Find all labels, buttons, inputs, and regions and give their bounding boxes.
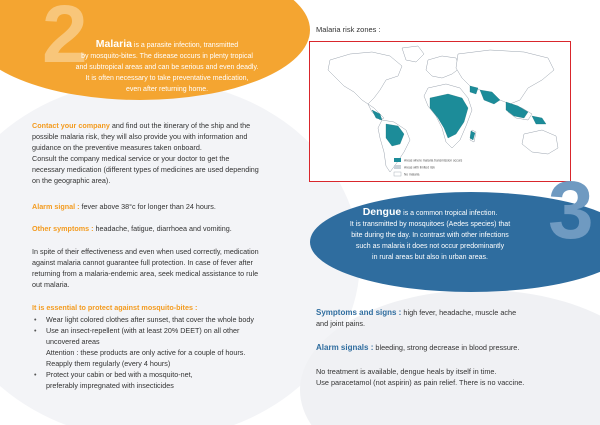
map-legend xyxy=(394,158,463,177)
dengue-alarm-label: Alarm signals : xyxy=(316,343,374,352)
malaria-intro: Malaria is a parasite infection, transmitted by mosquito-bites. The disease occurs in plenty tropical and subtropical areas and can be serious and even deadly. It is often necessary to take preventative medication, even after returning home. xyxy=(75,38,259,93)
spite-paragraph: In spite of their effectiveness and even when used correctly, medication against malaria cannot guarantee full protection. In case of fever after returning from a malaria-endemic area, seek medical assistance to rule out malaria. xyxy=(32,247,259,289)
legend-limited: Areas with limited risk xyxy=(404,165,435,170)
section-number-2: 2 xyxy=(42,0,88,80)
list-item: • Use an insect-repellent (with at least 20% DEET) on all other uncovered areas Attention : these products are only active for a couple of hours. Reapply them regularly (every 4 hours) xyxy=(32,325,302,369)
treatment-paragraph: No treatment is available, dengue heals by itself in time. Use paracetamol (not aspirin) as pain relief. There is no vaccine. xyxy=(316,367,525,387)
alarm-signal-line: Alarm signal : fever above 38°c for longer than 24 hours. xyxy=(32,202,216,211)
protection-list xyxy=(32,314,302,391)
dengue-intro: Dengue is a common tropical infection. It is transmitted by mosquitoes (Aedes species) that bite during the day. In contrast with other infections such as malaria it does not occur predominantly in rural areas but also in urban areas. xyxy=(349,206,511,261)
contact-paragraph: Contact your company and find out the itinerary of the ship and the possible malaria risk, they will also provide you with information and guidance on the preventive measures taken onboard. Consult the company medical service or your doctor to get the necessary medication (different types of medicines are used depending on the geographic area). xyxy=(32,121,259,185)
dengue-alarm-line: Alarm signals : bleeding, strong decrease in blood pressure. xyxy=(316,343,520,352)
contact-label: Contact your company xyxy=(32,121,110,130)
legend-no-malaria: No malaria xyxy=(404,172,420,177)
protect-heading: It is essential to protect against mosquito-bites : xyxy=(32,303,198,312)
section-number-3: 3 xyxy=(548,165,594,256)
other-symptoms-label: Other symptoms : xyxy=(32,224,94,233)
symptoms-label: Symptoms and signs : xyxy=(316,308,402,317)
malaria-map xyxy=(309,41,571,182)
alarm-signal-label: Alarm signal : xyxy=(32,202,80,211)
list-item: • Protect your cabin or bed with a mosquito-net, preferably impregnated with insecticides xyxy=(32,369,302,391)
dengue-title: Dengue xyxy=(362,206,402,218)
list-item: • Wear light colored clothes after sunset, that cover the whole body xyxy=(32,314,302,325)
symptoms-paragraph: Symptoms and signs : high fever, headache, muscle ache and joint pains. xyxy=(316,308,517,328)
world-map-image xyxy=(310,42,570,181)
malaria-title: Malaria xyxy=(95,38,132,50)
legend-transmission: Areas where malaria transmission occurs xyxy=(404,158,463,163)
map-title: Malaria risk zones : xyxy=(316,25,381,34)
other-symptoms-line: Other symptoms : headache, fatigue, diarrhoea and vomiting. xyxy=(32,224,232,233)
